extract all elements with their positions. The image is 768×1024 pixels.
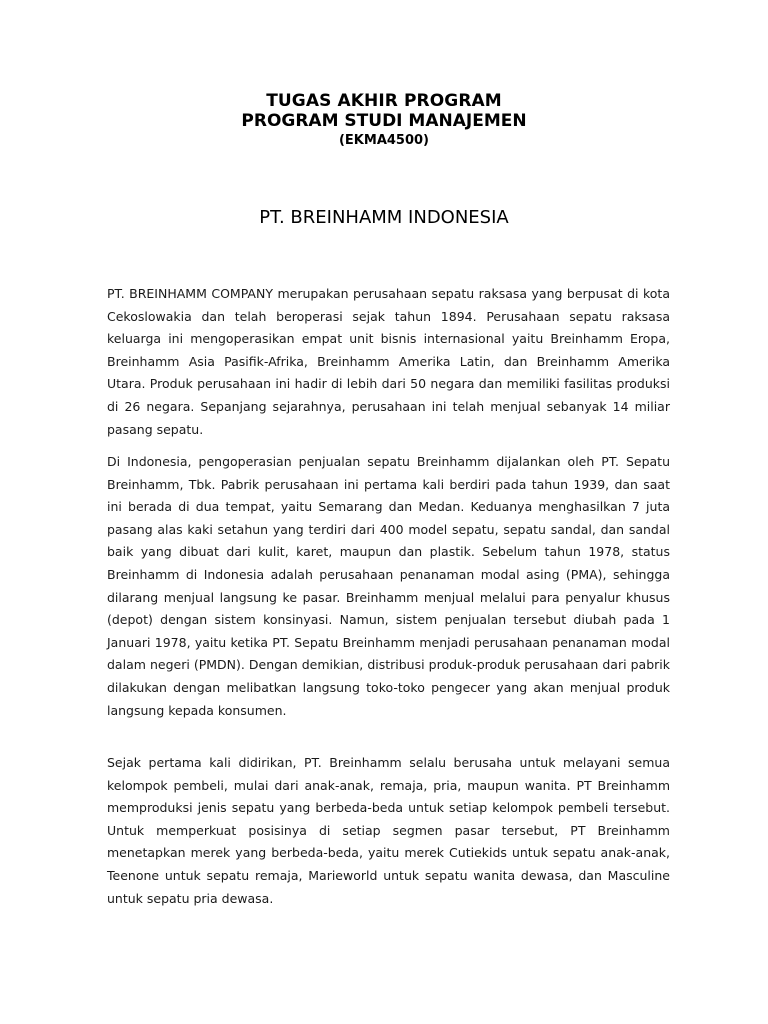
title-line-1: TUGAS AKHIR PROGRAM (266, 91, 502, 111)
title-line-2: PROGRAM STUDI MANAJEMEN (241, 111, 527, 131)
company-heading: PT. BREINHAMM INDONESIA (259, 207, 509, 228)
course-code: (EKMA4500) (338, 133, 430, 148)
paragraph-1: PT. BREINHAMM COMPANY merupakan perusahaan sepatu raksasa yang berpusat di kota Cekoslowakia dan telah beroperasi sejak tahun 1894. Perusahaan sepatu raksasa keluarga ini mengoperasikan empat unit bisnis internasional yaitu Breinhamm Eropa, Breinhamm Asia Pasifik-Afrika, Breinhamm Amerika Latin, dan Breinhamm Amerika Utara. Produk perusahaan ini hadir di lebih dari 50 negara dan memiliki fasilitas produksi di 26 negara. Sepanjang sejarahnya, perusahaan ini telah menjual sebanyak 14 miliar pasang sepatu. (107, 286, 670, 437)
paragraph-3: Sejak pertama kali didirikan, PT. Breinhamm selalu berusaha untuk melayani semua kelompok pembeli, mulai dari anak-anak, remaja, pria, maupun wanita. PT Breinhamm memproduksi jenis sepatu yang berbeda-beda untuk setiap kelompok pembeli tersebut. Untuk memperkuat posisinya di setiap segmen pasar tersebut, PT Breinhamm menetapkan merek yang berbeda-beda, yaitu merek Cutiekids untuk sepatu anak-anak, Teenone untuk sepatu remaja, Marieworld untuk sepatu wanita dewasa, dan Masculine untuk sepatu pria dewasa. (107, 755, 670, 906)
paragraph-2: Di Indonesia, pengoperasian penjualan sepatu Breinhamm dijalankan oleh PT. Sepatu Breinhamm, Tbk. Pabrik perusahaan ini pertama kali berdiri pada tahun 1939, dan saat ini berada di dua tempat, yaitu Semarang dan Medan. Keduanya menghasilkan 7 juta pasang alas kaki setahun yang terdiri dari 400 model sepatu, sepatu sandal, dan sandal baik yang dibuat dari kulit, karet, maupun dan plastik. Sebelum tahun 1978, status Breinhamm di Indonesia adalah perusahaan penanaman modal asing (PMA), sehingga dilarang menjual langsung ke pasar. Breinhamm menjual melalui para penyalur khusus (depot) dengan sistem konsinyasi. Namun, sistem penjualan tersebut diubah pada 1 Januari 1978, yaitu ketika PT. Sepatu Breinhamm menjadi perusahaan penanaman modal dalam negeri (PMDN). Dengan demikian, distribusi produk-produk perusahaan dari pabrik dilakukan dengan melibatkan langsung toko-toko pengecer yang akan menjual produk langsung kepada konsumen. (107, 454, 670, 718)
